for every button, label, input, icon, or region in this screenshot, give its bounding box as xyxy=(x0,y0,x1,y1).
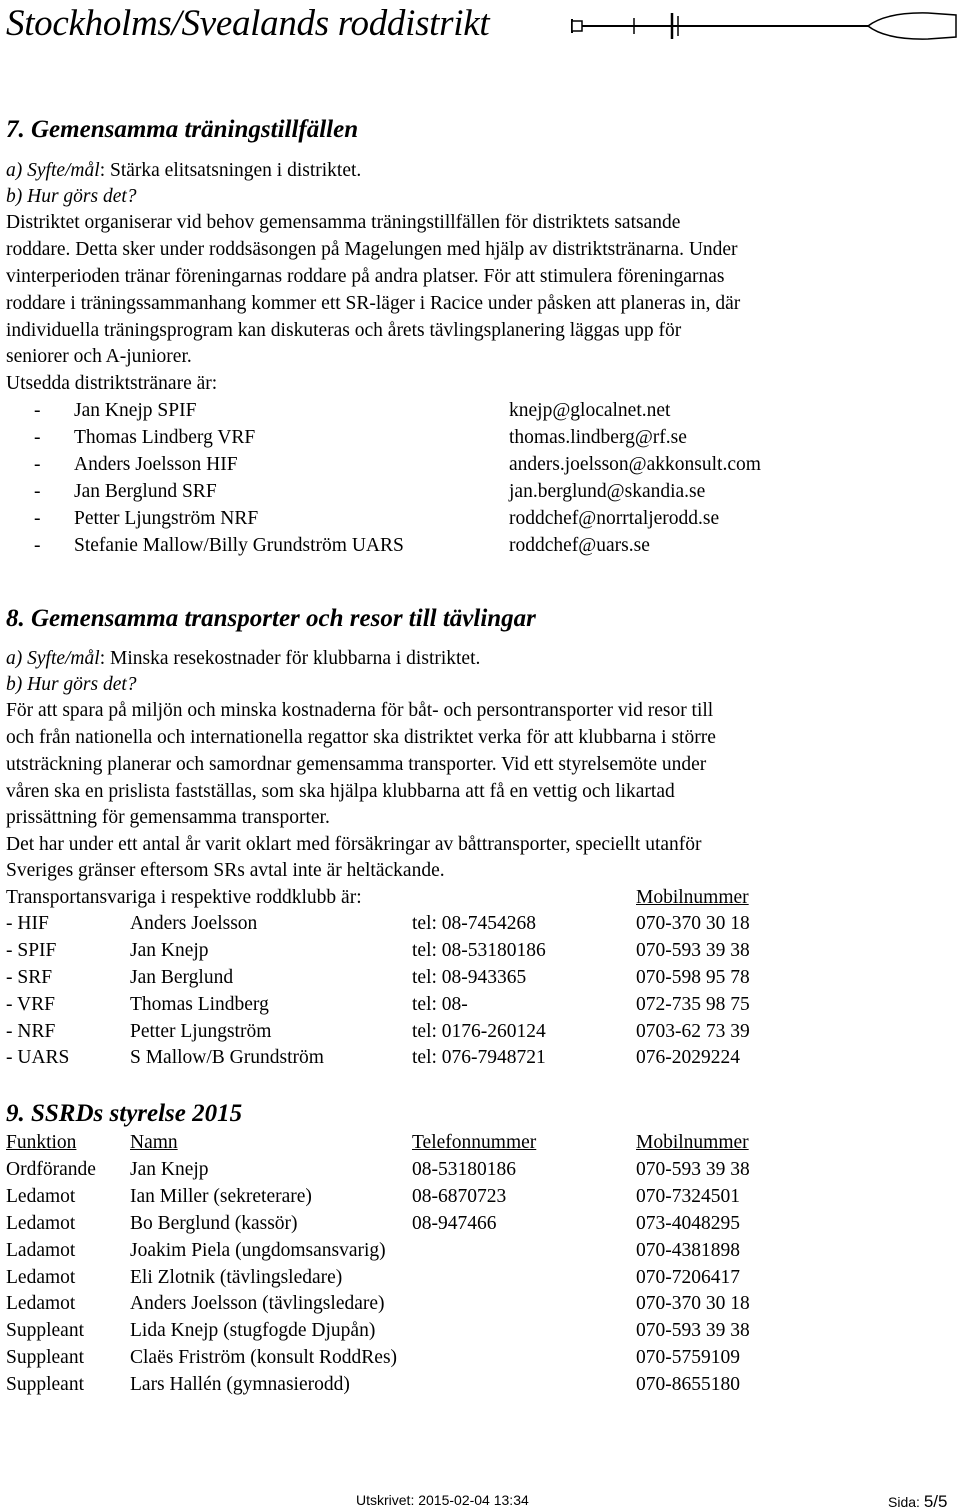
page-value: 5/5 xyxy=(923,1492,948,1511)
section-7-line: vinterperioden tränar föreningarnas roddare på andra platser. För att stimulera föreningarnas xyxy=(6,266,725,287)
coach-name: Stefanie Mallow/Billy Grundström UARS xyxy=(74,535,404,556)
board-name: Claës Friström (konsult RoddRes) xyxy=(130,1347,398,1368)
transport-phone: tel: 08-53180186 xyxy=(412,940,546,961)
coach-name: Thomas Lindberg VRF xyxy=(74,427,256,448)
column-header: Funktion xyxy=(6,1132,77,1153)
section-7-line: seniorer och A-juniorer. xyxy=(6,346,192,367)
section-7-line: Distriktet organiserar vid behov gemensamma träningstillfällen för distriktets satsande xyxy=(6,212,681,233)
coach-name: Anders Joelsson HIF xyxy=(74,454,238,475)
section-8-heading: 8. Gemensamma transporter och resor till tävlingar xyxy=(6,605,536,632)
board-name: Eli Zlotnik (tävlingsledare) xyxy=(130,1267,343,1288)
board-phone: 08-53180186 xyxy=(412,1159,516,1180)
transport-mobile: 070-598 95 78 xyxy=(636,967,750,988)
transport-club: - SRF xyxy=(6,967,53,988)
board-mobile: 070-5759109 xyxy=(636,1347,740,1368)
board-role: Ladamot xyxy=(6,1240,76,1261)
column-header: Telefonnummer xyxy=(412,1132,537,1153)
transport-phone: tel: 076-7948721 xyxy=(412,1047,546,1068)
transport-mobile: 072-735 98 75 xyxy=(636,994,750,1015)
board-mobile: 070-370 30 18 xyxy=(636,1293,750,1314)
transport-intro: Transportansvariga i respektive roddklubb är: xyxy=(6,887,362,908)
section-7-line: roddare. Detta sker under roddsäsongen på Magelungen med hjälp av distriktstränarna. Under xyxy=(6,239,738,260)
transport-phone: tel: 0176-260124 xyxy=(412,1021,546,1042)
transport-mobile: 0703-62 73 39 xyxy=(636,1021,750,1042)
board-role: Ordförande xyxy=(6,1159,96,1180)
section-8-line: Sveriges gränser eftersom SRs avtal inte är heltäckande. xyxy=(6,860,445,881)
section-8-line: våren ska en prislista fastställas, som ska hjälpa klubbarna att få en vettig och likartad xyxy=(6,781,675,802)
transport-contact: Anders Joelsson xyxy=(130,913,258,934)
coach-email: roddchef@norrtaljerodd.se xyxy=(509,508,720,529)
section-7-purpose xyxy=(6,160,361,182)
coach-name: Jan Berglund SRF xyxy=(74,481,217,502)
page-label: Sida: xyxy=(888,1494,920,1510)
board-name: Joakim Piela (ungdomsansvarig) xyxy=(130,1240,386,1261)
coach-email: thomas.lindberg@rf.se xyxy=(509,427,687,448)
board-mobile: 073-4048295 xyxy=(636,1213,740,1234)
board-role: Ledamot xyxy=(6,1213,76,1234)
purpose-label: a) Syfte/mål xyxy=(6,648,100,669)
transport-mobile: 070-593 39 38 xyxy=(636,940,750,961)
transport-mobile: 070-370 30 18 xyxy=(636,913,750,934)
coach-email: anders.joelsson@akkonsult.com xyxy=(509,454,761,475)
transport-mobile-header: Mobilnummer xyxy=(636,887,749,908)
transport-mobile: 076-2029224 xyxy=(636,1047,740,1068)
transport-phone: tel: 08-7454268 xyxy=(412,913,537,934)
purpose-text: : Minska resekostnader för klubbarna i distriktet. xyxy=(99,648,481,669)
oar-icon xyxy=(568,8,958,44)
section-8-line: prissättning för gemensamma transporter. xyxy=(6,807,330,828)
coach-name: Jan Knejp SPIF xyxy=(74,400,197,421)
section-8-line: utsträckning planerar och samordnar gemensamma transporter. Vid ett styrelsemöte under xyxy=(6,754,707,775)
board-phone: 08-947466 xyxy=(412,1213,497,1234)
list-dash: - xyxy=(34,481,41,502)
board-mobile: 070-593 39 38 xyxy=(636,1159,750,1180)
coaches-intro: Utsedda distriktstränare är: xyxy=(6,373,218,394)
column-header: Mobilnummer xyxy=(636,1132,749,1153)
transport-club: - UARS xyxy=(6,1047,70,1068)
page-number xyxy=(888,1492,947,1512)
transport-club: - HIF xyxy=(6,913,49,934)
list-dash: - xyxy=(34,508,41,529)
section-7-how-label: b) Hur görs det? xyxy=(6,186,137,207)
list-dash: - xyxy=(34,535,41,556)
coach-email: roddchef@uars.se xyxy=(509,535,650,556)
print-date: Utskrivet: 2015-02-04 13:34 xyxy=(356,1492,529,1508)
transport-club: - NRF xyxy=(6,1021,56,1042)
board-mobile: 070-8655180 xyxy=(636,1374,740,1395)
section-7-line: roddare i träningssammanhang kommer ett SR-läger i Racice under påsken att planeras in, där xyxy=(6,293,741,314)
coach-email: jan.berglund@skandia.se xyxy=(509,481,706,502)
purpose-text: : Stärka elitsatsningen i distriktet. xyxy=(99,160,362,181)
board-mobile: 070-4381898 xyxy=(636,1240,740,1261)
board-mobile: 070-7206417 xyxy=(636,1267,740,1288)
list-dash: - xyxy=(34,427,41,448)
board-role: Suppleant xyxy=(6,1374,84,1395)
board-name: Anders Joelsson (tävlingsledare) xyxy=(130,1293,385,1314)
transport-contact: Jan Knejp xyxy=(130,940,209,961)
transport-contact: Jan Berglund xyxy=(130,967,234,988)
board-name: Bo Berglund (kassör) xyxy=(130,1213,298,1234)
board-mobile: 070-7324501 xyxy=(636,1186,740,1207)
board-name: Lida Knejp (stugfogde Djupån) xyxy=(130,1320,376,1341)
section-8-purpose xyxy=(6,648,480,670)
board-phone: 08-6870723 xyxy=(412,1186,507,1207)
section-8-line: För att spara på miljön och minska kostnaderna för båt- och persontransporter vid resor till xyxy=(6,700,714,721)
board-name: Jan Knejp xyxy=(130,1159,209,1180)
section-9-heading: 9. SSRDs styrelse 2015 xyxy=(6,1100,243,1127)
transport-contact: Thomas Lindberg xyxy=(130,994,269,1015)
board-mobile: 070-593 39 38 xyxy=(636,1320,750,1341)
coach-name: Petter Ljungström NRF xyxy=(74,508,259,529)
board-role: Ledamot xyxy=(6,1293,76,1314)
list-dash: - xyxy=(34,400,41,421)
board-role: Suppleant xyxy=(6,1320,84,1341)
transport-phone: tel: 08-943365 xyxy=(412,967,527,988)
transport-contact: Petter Ljungström xyxy=(130,1021,272,1042)
purpose-label: a) Syfte/mål xyxy=(6,160,100,181)
board-name: Ian Miller (sekreterare) xyxy=(130,1186,312,1207)
transport-club: - VRF xyxy=(6,994,55,1015)
board-role: Suppleant xyxy=(6,1347,84,1368)
document-title: Stockholms/Svealands roddistrikt xyxy=(6,3,490,44)
transport-contact: S Mallow/B Grundström xyxy=(130,1047,324,1068)
coach-email: knejp@glocalnet.net xyxy=(509,400,671,421)
transport-club: - SPIF xyxy=(6,940,57,961)
board-name: Lars Hallén (gymnasierodd) xyxy=(130,1374,350,1395)
section-7-line: individuella träningsprogram kan diskuteras och årets tävlingsplanering läggas upp för xyxy=(6,320,682,341)
board-role: Ledamot xyxy=(6,1186,76,1207)
section-7-heading: 7. Gemensamma träningstillfällen xyxy=(6,116,359,143)
section-8-how-label: b) Hur görs det? xyxy=(6,674,137,695)
board-role: Ledamot xyxy=(6,1267,76,1288)
transport-phone: tel: 08- xyxy=(412,994,468,1015)
column-header: Namn xyxy=(130,1132,178,1153)
list-dash: - xyxy=(34,454,41,475)
section-8-line: och från nationella och internationella regattor ska distriktet verka för att klubbarna i större xyxy=(6,727,716,748)
section-8-line: Det har under ett antal år varit oklart med försäkringar av båttransporter, speciellt utanför xyxy=(6,834,702,855)
